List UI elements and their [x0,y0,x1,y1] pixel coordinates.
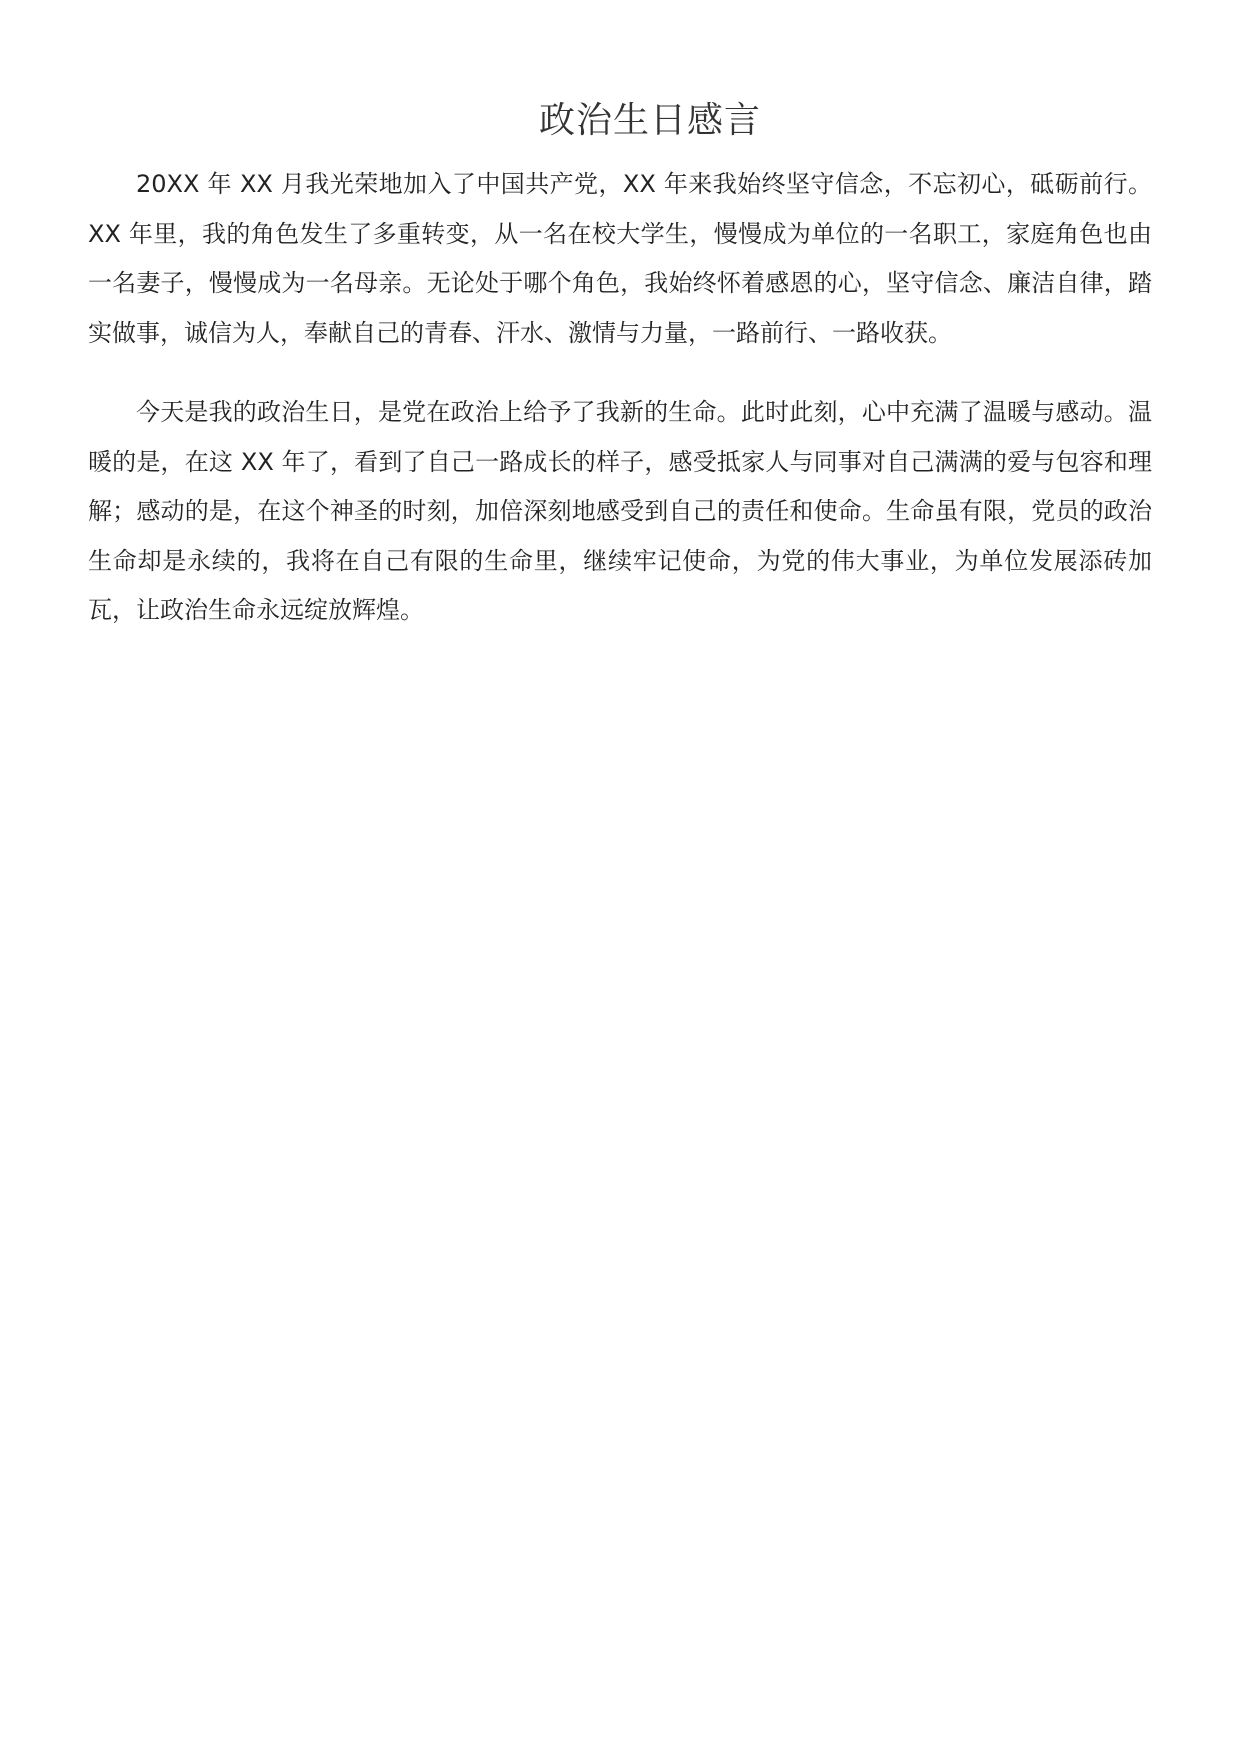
paragraph-1: 20XX 年 XX 月我光荣地加入了中国共产党，XX 年来我始终坚守信念，不忘初心，砥砺前行。XX 年里，我的角色发生了多重转变，从一名在校大学生，慢慢成为单位的一名职工，家庭角色也由一名妻子，慢慢成为一名母亲。无论处于哪个角色，我始终怀着感恩的心，坚守信念、廉洁自律，踏实做事，诚信为人，奉献自己的青春、汗水、激情与力量，一路前行、一路收获。 [88,170,1152,347]
paragraph-2: 今天是我的政治生日，是党在政治上给予了我新的生命。此时此刻，心中充满了温暖与感动。温暖的是，在这 XX 年了，看到了自己一路成长的样子，感受抵家人与同事对自己满满的爱与包容和理解；感动的是，在这个神圣的时刻，加倍深刻地感受到自己的责任和使命。生命虽有限，党员的政治生命却是永续的，我将在自己有限的生命里，继续牢记使命，为党的伟大事业，为单位发展添砖加瓦，让政治生命永远绽放辉煌。 [88,398,1152,624]
page-title: 政治生日感言 [538,100,761,141]
